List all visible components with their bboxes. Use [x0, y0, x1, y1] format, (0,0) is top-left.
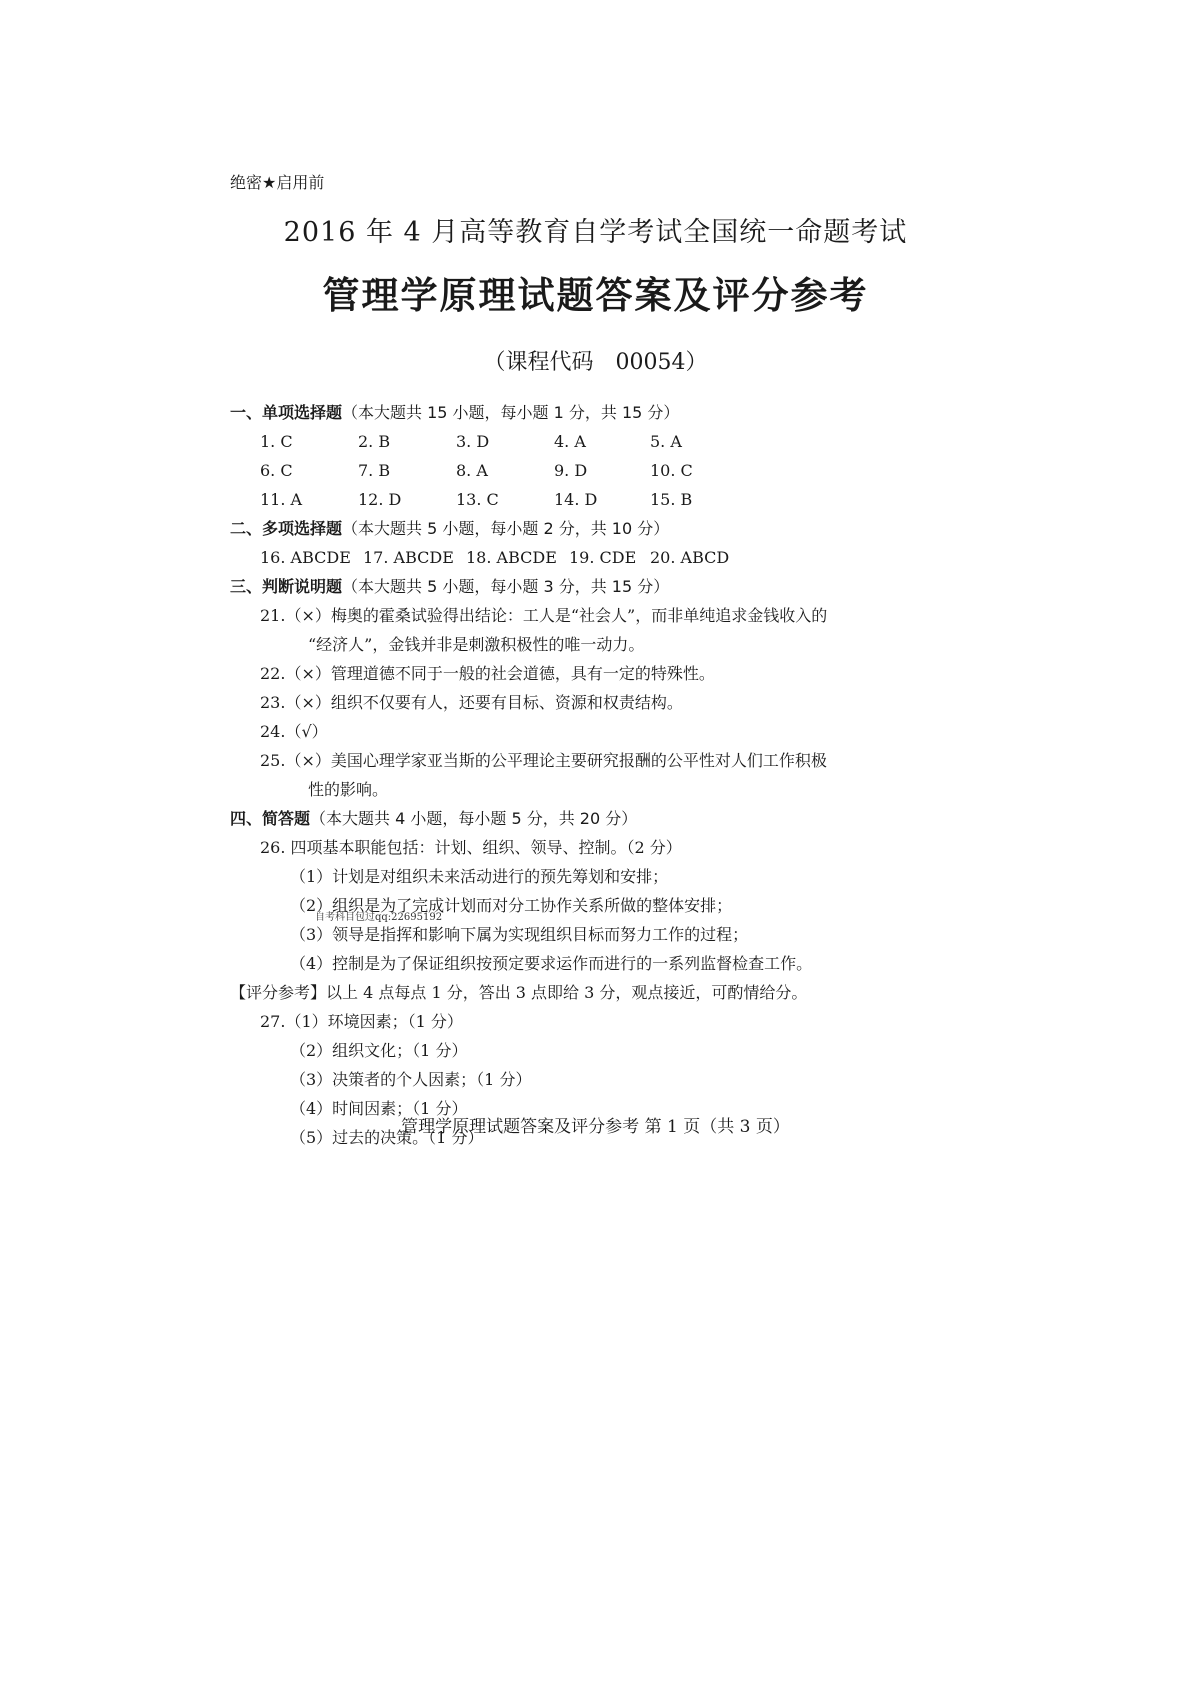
answer-q21-line2: “经济人”，金钱并非是刺激积极性的唯一动力。 — [308, 635, 645, 654]
answer-q26: 26. 四项基本职能包括：计划、组织、领导、控制。（2 分） — [260, 838, 682, 857]
section2-label: 二、多项选择题 — [230, 519, 343, 538]
answer-cell: 20. ABCD — [650, 548, 730, 567]
answer-cell: 7. B — [358, 461, 391, 480]
answer-row — [230, 485, 930, 514]
answer-cell: 9. D — [554, 461, 588, 480]
course-code: （课程代码 00054） — [483, 350, 708, 375]
section1-heading — [230, 398, 930, 427]
section4-heading — [230, 804, 930, 833]
answer-cell: 1. C — [260, 432, 293, 451]
main-title: 管理学原理试题答案及评分参考 — [322, 274, 869, 317]
section2-heading — [230, 514, 930, 543]
section2-note: （本大题共 5 小题，每小题 2 分，共 10 分） — [342, 519, 670, 538]
answer-cell: 13. C — [456, 490, 499, 509]
answer-cell: 14. D — [554, 490, 598, 509]
answer-q25-line2: 性的影响。 — [308, 780, 389, 799]
answer-cell: 4. A — [554, 432, 586, 451]
section1-note: （本大题共 15 小题，每小题 1 分，共 15 分） — [342, 403, 680, 422]
section3-label: 三、判断说明题 — [230, 577, 343, 596]
answer-cell: 12. D — [358, 490, 402, 509]
answer-cell: 5. A — [650, 432, 682, 451]
section3-heading — [230, 572, 930, 601]
scoring-note: 【评分参考】以上 4 点每点 1 分，答出 3 点即给 3 分，观点接近，可酌情给分。 — [230, 983, 808, 1002]
answer-q26-point1: （1）计划是对组织未来活动进行的预先筹划和安排； — [290, 867, 669, 886]
answer-q26-point3: （3）领导是指挥和影响下属为实现组织目标而努力工作的过程； — [290, 925, 749, 944]
answer-q27-point3: （3）决策者的个人因素；（1 分） — [290, 1070, 532, 1089]
answer-cell: 2. B — [358, 432, 391, 451]
answer-q24: 24.（√） — [260, 722, 328, 741]
exam-title: 2016 年 4 月高等教育自学考试全国统一命题考试 — [283, 217, 908, 248]
answer-q26-point2: （2）组织是为了完成计划而对分工协作关系所做的整体安排； — [290, 896, 733, 915]
answer-q27-point2: （2）组织文化；（1 分） — [290, 1041, 468, 1060]
answer-cell: 19. CDE — [569, 548, 637, 567]
answer-q27-point1: 27.（1）环境因素；（1 分） — [260, 1012, 463, 1031]
section4-label: 四、简答题 — [230, 809, 311, 828]
answer-cell: 3. D — [456, 432, 490, 451]
answer-row — [230, 456, 930, 485]
answer-cell: 8. A — [456, 461, 488, 480]
section4-note: （本大题共 4 小题，每小题 5 分，共 20 分） — [310, 809, 638, 828]
answer-q22: 22.（×）管理道德不同于一般的社会道德，具有一定的特殊性。 — [260, 664, 715, 683]
confidential-mark: 绝密★启用前 — [230, 173, 325, 192]
answer-q25-line1: 25.（×）美国心理学家亚当斯的公平理论主要研究报酬的公平性对人们工作积极 — [260, 751, 827, 770]
answer-q23: 23.（×）组织不仅要有人，还要有目标、资源和权责结构。 — [260, 693, 683, 712]
answer-cell: 6. C — [260, 461, 293, 480]
answer-q26-point4: （4）控制是为了保证组织按预定要求运作而进行的一系列监督检查工作。 — [290, 954, 813, 973]
answer-cell: 15. B — [650, 490, 693, 509]
answer-content — [230, 398, 930, 1152]
answer-cell: 16. ABCDE — [260, 548, 351, 567]
answer-q27-point4: （4）时间因素；（1 分） — [290, 1099, 468, 1118]
answer-cell: 11. A — [260, 490, 303, 509]
answer-q21-line1: 21.（×）梅奥的霍桑试验得出结论：工人是“社会人”，而非单纯追求金钱收入的 — [260, 606, 828, 625]
section1-label: 一、单项选择题 — [230, 403, 343, 422]
section3-note: （本大题共 5 小题，每小题 3 分，共 15 分） — [342, 577, 670, 596]
answer-cell: 17. ABCDE — [363, 548, 454, 567]
answer-row — [230, 427, 930, 456]
answer-cell: 10. C — [650, 461, 693, 480]
watermark-text: 自考科目包过qq:22695192 — [315, 912, 443, 923]
page-footer: 管理学原理试题答案及评分参考 第 1 页（共 3 页） — [401, 1117, 790, 1137]
answer-row — [230, 543, 930, 572]
answer-cell: 18. ABCDE — [466, 548, 557, 567]
answer-q27-point5: （5）过去的决策。（1 分） — [290, 1128, 484, 1147]
